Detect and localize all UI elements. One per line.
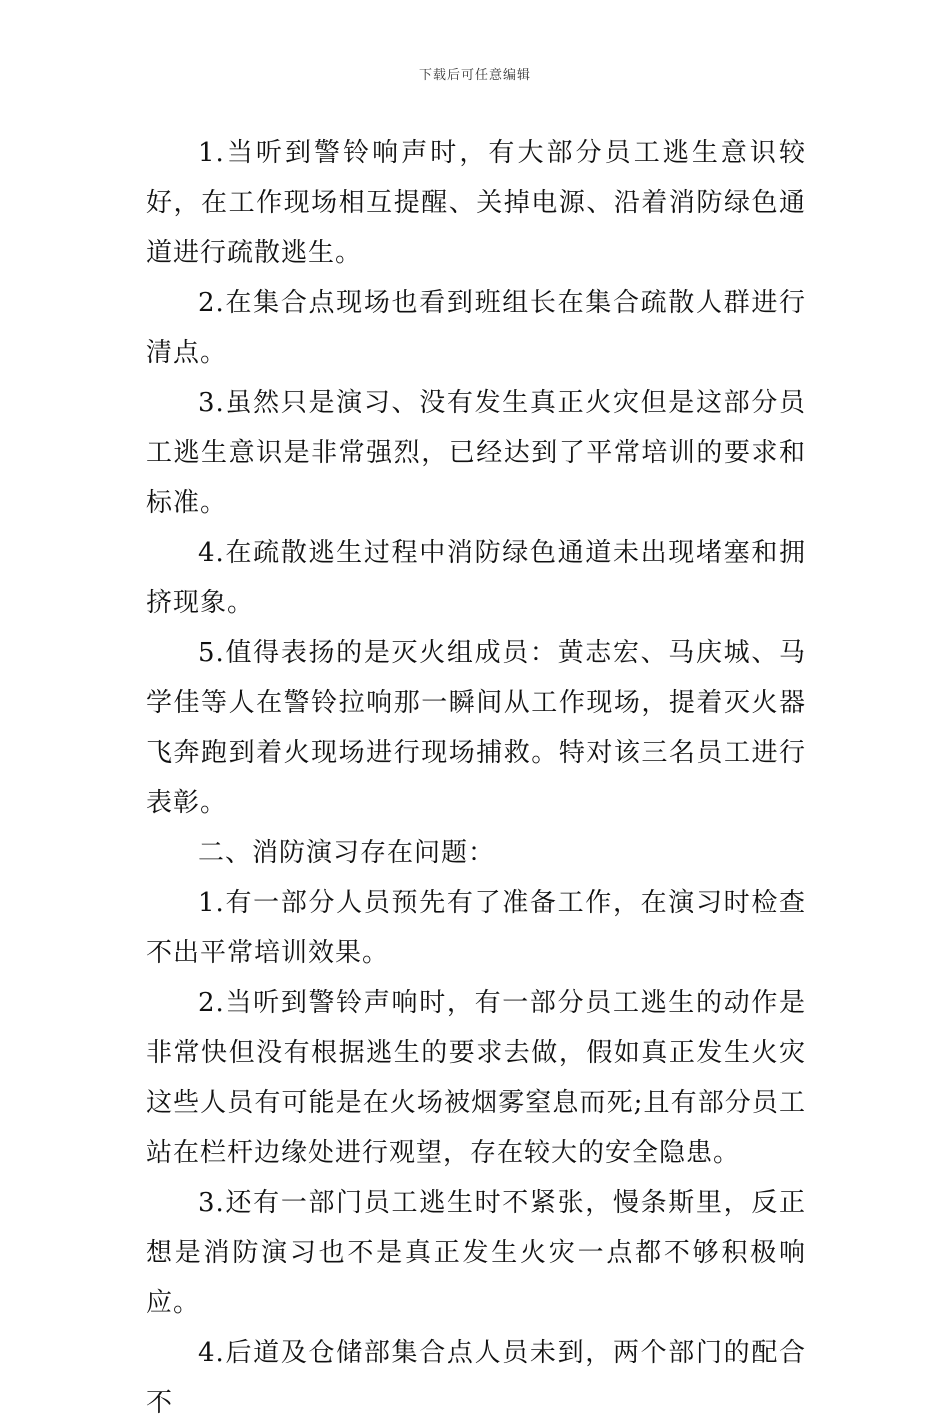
paragraph: 1.有一部分人员预先有了准备工作，在演习时检查不出平常培训效果。 bbox=[146, 888, 806, 968]
paragraph: 3.还有一部门员工逃生时不紧张，慢条斯里，反正想是消防演习也不是真正发生火灾一点都不够积极响应。 bbox=[146, 1188, 806, 1318]
paragraph: 4.在疏散逃生过程中消防绿色通道未出现堵塞和拥挤现象。 bbox=[146, 538, 806, 618]
paragraph: 2.在集合点现场也看到班组长在集合疏散人群进行清点。 bbox=[146, 288, 806, 368]
paragraph: 4.后道及仓储部集合点人员未到，两个部门的配合不 bbox=[146, 1338, 806, 1418]
paragraph: 2.当听到警铃声响时，有一部分员工逃生的动作是非常快但没有根据逃生的要求去做，假如真正发生火灾这些人员有可能是在火场被烟雾窒息而死;且有部分员工站在栏杆边缘处进行观望，存在较大的安全隐患。 bbox=[146, 988, 806, 1168]
page-header-note: 下载后可任意编辑 bbox=[418, 68, 531, 83]
paragraph: 1.当听到警铃响声时，有大部分员工逃生意识较好，在工作现场相互提醒、关掉电源、沿着消防绿色通道进行疏散逃生。 bbox=[146, 138, 806, 268]
section-heading: 二、消防演习存在问题： bbox=[198, 838, 496, 868]
paragraph: 5.值得表扬的是灭火组成员：黄志宏、马庆城、马学佳等人在警铃拉响那一瞬间从工作现场，提着灭火器飞奔跑到着火现场进行现场捕救。特对该三名员工进行表彰。 bbox=[146, 638, 806, 818]
paragraph: 3.虽然只是演习、没有发生真正火灾但是这部分员工逃生意识是非常强烈，已经达到了平常培训的要求和标准。 bbox=[146, 388, 806, 518]
document-body bbox=[146, 128, 806, 1428]
